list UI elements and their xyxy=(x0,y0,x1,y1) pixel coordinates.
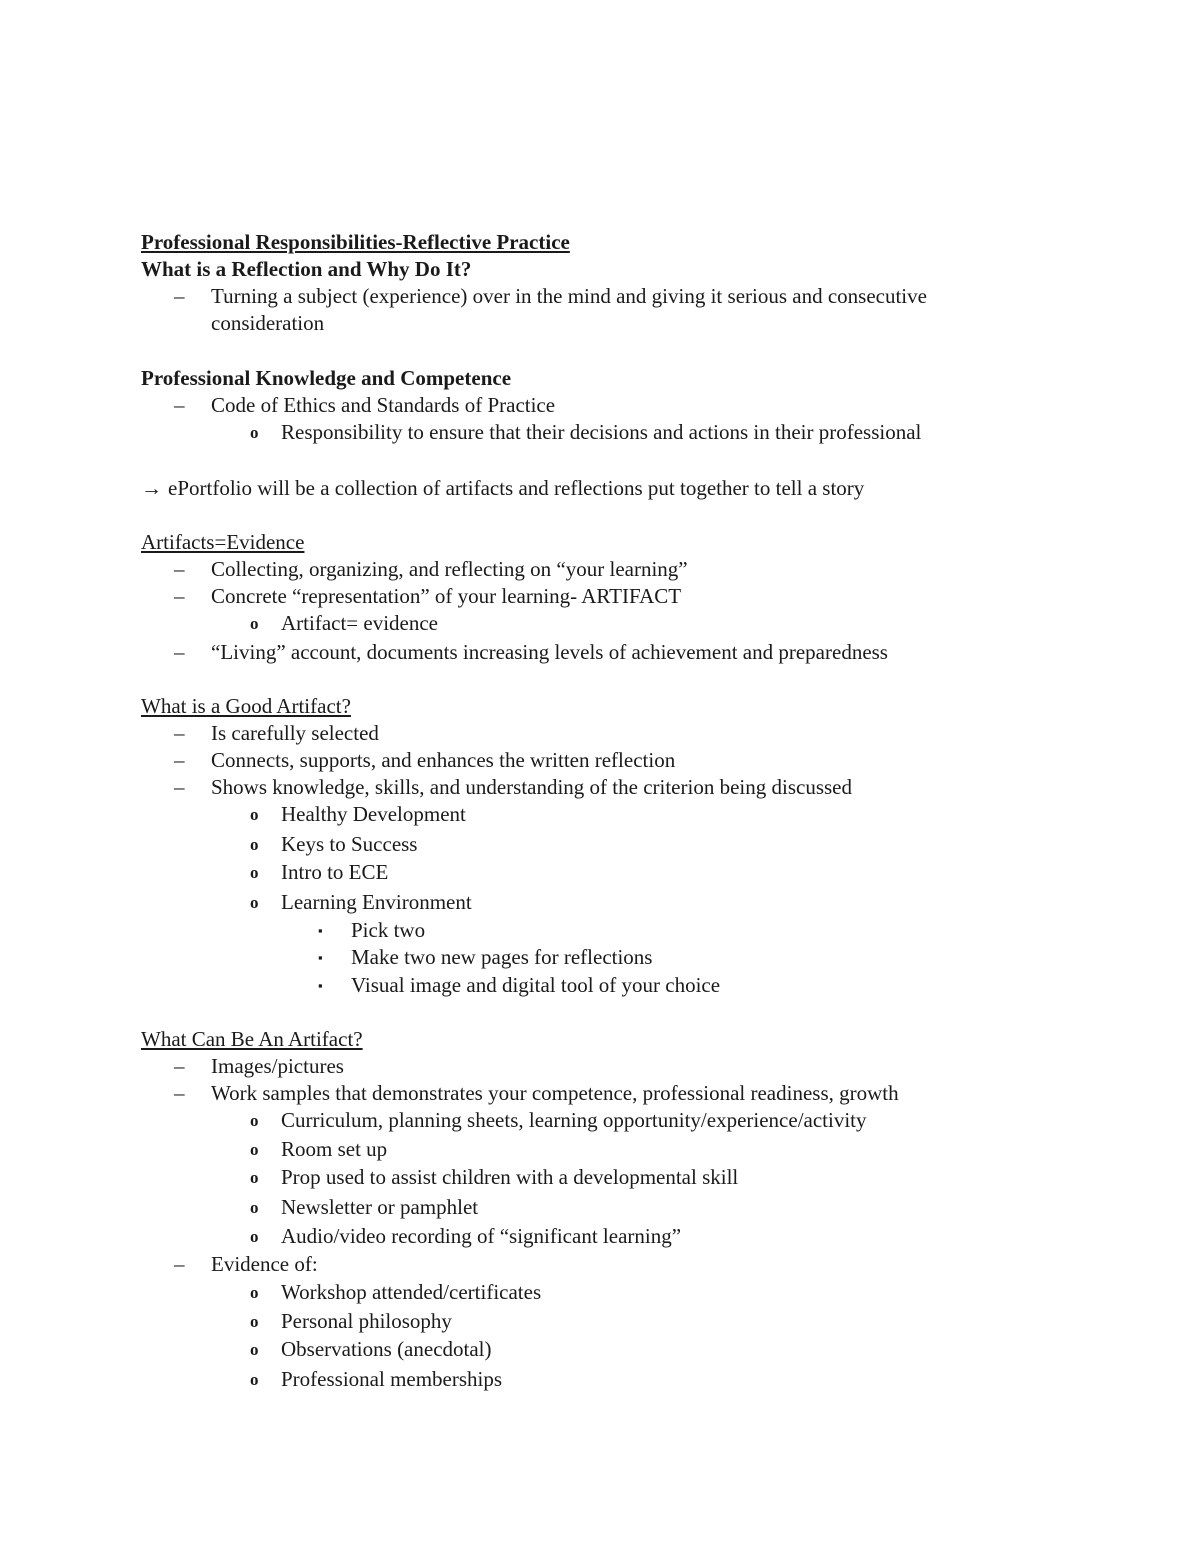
eportfolio-text: ePortfolio will be a collection of artifacts and reflections put together to tell a story xyxy=(168,476,865,500)
sub-list-item xyxy=(250,1136,388,1163)
sub-list-item xyxy=(250,1194,479,1221)
list-item-text: Images/pictures xyxy=(211,1054,344,1078)
list-item-text: Turning a subject (experience) over in the mind and giving it serious and consecutive xyxy=(211,284,927,308)
list-item xyxy=(174,283,927,310)
list-item-text: Make two new pages for reflections xyxy=(351,945,653,969)
circle-bullet: o xyxy=(250,1370,259,1389)
list-item-continuation: consideration xyxy=(211,311,325,335)
list-item-text: Artifact= evidence xyxy=(281,611,439,635)
circle-bullet: o xyxy=(250,1312,259,1331)
list-item-text: Responsibility to ensure that their decisions and actions in their professional xyxy=(281,420,922,444)
sub-list-item xyxy=(250,1279,542,1306)
circle-bullet: o xyxy=(250,1227,259,1246)
dash-bullet: – xyxy=(174,284,185,308)
list-item xyxy=(174,720,379,747)
list-item-text: Workshop attended/certificates xyxy=(281,1280,542,1304)
circle-bullet: o xyxy=(250,1140,259,1159)
circle-bullet: o xyxy=(250,614,259,633)
list-item xyxy=(174,583,682,610)
sub-list-item xyxy=(250,1107,867,1134)
sub-list-item xyxy=(250,419,922,446)
list-item xyxy=(174,747,676,774)
circle-bullet: o xyxy=(250,835,259,854)
circle-bullet: o xyxy=(250,1340,259,1359)
sub-list-item xyxy=(250,1164,739,1191)
list-item-text: Keys to Success xyxy=(281,832,418,856)
circle-bullet: o xyxy=(250,1283,259,1302)
dash-bullet: – xyxy=(174,1252,185,1276)
list-item xyxy=(174,556,688,583)
circle-bullet: o xyxy=(250,805,259,824)
sub-list-item xyxy=(250,801,466,828)
list-item-text: Code of Ethics and Standards of Practice xyxy=(211,393,556,417)
list-item xyxy=(174,1053,344,1080)
square-bullet: ▪ xyxy=(318,978,323,993)
sub-sub-list-item xyxy=(318,917,426,944)
square-bullet: ▪ xyxy=(318,923,323,938)
list-item-text: Concrete “representation” of your learning- ARTIFACT xyxy=(211,584,682,608)
sub-list-item xyxy=(250,610,439,637)
list-item-text: Newsletter or pamphlet xyxy=(281,1195,479,1219)
document-title: Professional Responsibilities-Reflective Practice xyxy=(141,230,570,254)
sub-list-item xyxy=(250,1308,452,1335)
square-bullet: ▪ xyxy=(318,950,323,965)
dash-bullet: – xyxy=(174,393,185,417)
list-item-text: Curriculum, planning sheets, learning opportunity/experience/activity xyxy=(281,1108,867,1132)
dash-bullet: – xyxy=(174,721,185,745)
dash-bullet: – xyxy=(174,1054,185,1078)
list-item-text: Shows knowledge, skills, and understanding of the criterion being discussed xyxy=(211,775,852,799)
list-item-text: Professional memberships xyxy=(281,1367,503,1391)
list-item xyxy=(174,392,556,419)
list-item xyxy=(174,639,888,666)
heading-artifacts-evidence: Artifacts=Evidence xyxy=(141,530,305,554)
list-item-text: Connects, supports, and enhances the written reflection xyxy=(211,748,676,772)
sub-list-item xyxy=(250,889,472,916)
list-item-text: Pick two xyxy=(351,918,426,942)
list-item-text: Intro to ECE xyxy=(281,860,389,884)
list-item-text: Is carefully selected xyxy=(211,721,379,745)
list-item-text: Evidence of: xyxy=(211,1252,318,1276)
circle-bullet: o xyxy=(250,1198,259,1217)
heading-what-can-be-artifact: What Can Be An Artifact? xyxy=(141,1027,363,1051)
heading-professional-knowledge: Professional Knowledge and Competence xyxy=(141,366,512,390)
circle-bullet: o xyxy=(250,1168,259,1187)
dash-bullet: – xyxy=(174,775,185,799)
dash-bullet: – xyxy=(174,748,185,772)
list-item-text: Work samples that demonstrates your competence, professional readiness, growth xyxy=(211,1081,899,1105)
sub-list-item xyxy=(250,1336,492,1363)
eportfolio-statement xyxy=(141,475,864,502)
list-item-text: Healthy Development xyxy=(281,802,466,826)
list-item-text: Observations (anecdotal) xyxy=(281,1337,492,1361)
circle-bullet: o xyxy=(250,1111,259,1130)
heading-good-artifact: What is a Good Artifact? xyxy=(141,694,351,718)
sub-list-item xyxy=(250,831,418,858)
list-item xyxy=(174,1251,318,1278)
list-item-text: Visual image and digital tool of your choice xyxy=(351,973,721,997)
circle-bullet: o xyxy=(250,863,259,882)
list-item-text: Collecting, organizing, and reflecting on “your learning” xyxy=(211,557,688,581)
arrow-right-icon: → xyxy=(141,476,162,500)
sub-list-item xyxy=(250,1223,682,1250)
dash-bullet: – xyxy=(174,640,185,664)
sub-list-item xyxy=(250,859,389,886)
list-item-text: Learning Environment xyxy=(281,890,472,914)
list-item xyxy=(174,774,852,801)
list-item-text: Prop used to assist children with a developmental skill xyxy=(281,1165,739,1189)
sub-list-item xyxy=(250,1366,503,1393)
sub-sub-list-item xyxy=(318,972,721,999)
circle-bullet: o xyxy=(250,893,259,912)
dash-bullet: – xyxy=(174,584,185,608)
dash-bullet: – xyxy=(174,1081,185,1105)
list-item xyxy=(174,1080,899,1107)
circle-bullet: o xyxy=(250,423,259,442)
list-item-text: Room set up xyxy=(281,1137,388,1161)
list-item-text: “Living” account, documents increasing levels of achievement and preparedness xyxy=(211,640,888,664)
sub-sub-list-item xyxy=(318,944,653,971)
dash-bullet: – xyxy=(174,557,185,581)
list-item-text: Audio/video recording of “significant learning” xyxy=(281,1224,682,1248)
list-item-text: Personal philosophy xyxy=(281,1309,452,1333)
heading-what-is-reflection: What is a Reflection and Why Do It? xyxy=(141,257,472,281)
